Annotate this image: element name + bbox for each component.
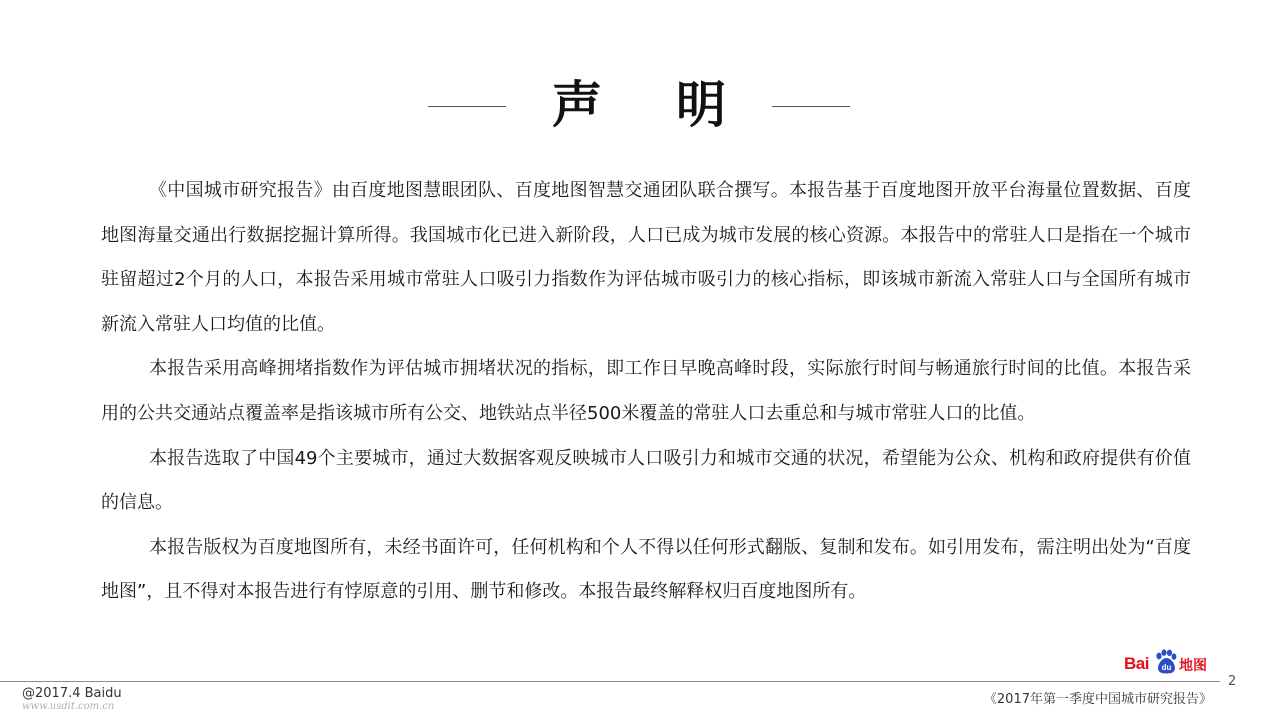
footer-copyright: @2017.4 Baidu bbox=[22, 686, 122, 701]
footer-report-name: 《2017年第一季度中国城市研究报告》 bbox=[983, 692, 1212, 707]
paragraph-2: 本报告采用高峰拥堵指数作为评估城市拥堵状况的指标，即工作日早晚高峰时段，实际旅行时间与畅通旅行时间的比值。本报告采用的公共交通站点覆盖率是指该城市所有公交、地铁站点半径500米覆盖的常驻人口去重总和与城市常驻人口的比值。 bbox=[101, 358, 1191, 424]
footer-divider bbox=[0, 681, 1220, 682]
statement-body bbox=[101, 169, 1191, 615]
baidu-paw-icon bbox=[1153, 649, 1179, 675]
title-char-2: 明 bbox=[676, 76, 726, 134]
logo-text-ditu: 地图 bbox=[1179, 658, 1207, 674]
baidu-map-logo bbox=[1124, 648, 1208, 678]
paragraph-3: 本报告选取了中国49个主要城市，通过大数据客观反映城市人口吸引力和城市交通的状况，希望能为公众、机构和政府提供有价值的信息。 bbox=[101, 447, 1191, 514]
title-divider-right bbox=[772, 106, 850, 107]
paragraph-4: 本报告版权为百度地图所有，未经书面许可，任何机构和个人不得以任何形式翻版、复制和发布。如引用发布，需注明出处为“百度地图”，且不得对本报告进行有悖原意的引用、删节和修改。本报告最终解释权归百度地图所有。 bbox=[101, 536, 1191, 603]
footer-watermark: www.usdit.com.cn bbox=[22, 701, 115, 712]
title-divider-left bbox=[428, 106, 506, 107]
page-number: 2 bbox=[1228, 674, 1237, 689]
page-title bbox=[0, 72, 1280, 142]
paragraph-1: 《中国城市研究报告》由百度地图慧眼团队、百度地图智慧交通团队联合撰写。本报告基于百度地图开放平台海量位置数据、百度地图海量交通出行数据挖掘计算所得。我国城市化已进入新阶段，人口已成为城市发展的核心资源。本报告中的常驻人口是指在一个城市驻留超过2个月的人口，本报告采用城市常驻人口吸引力指数作为评估城市吸引力的核心指标，即该城市新流入常驻人口与全国所有城市新流入常驻人口均值的比值。 bbox=[101, 180, 1191, 335]
logo-text-bai: Bai bbox=[1124, 654, 1149, 673]
logo-text-du: du bbox=[1161, 663, 1172, 672]
title-char-1: 声 bbox=[552, 76, 602, 134]
